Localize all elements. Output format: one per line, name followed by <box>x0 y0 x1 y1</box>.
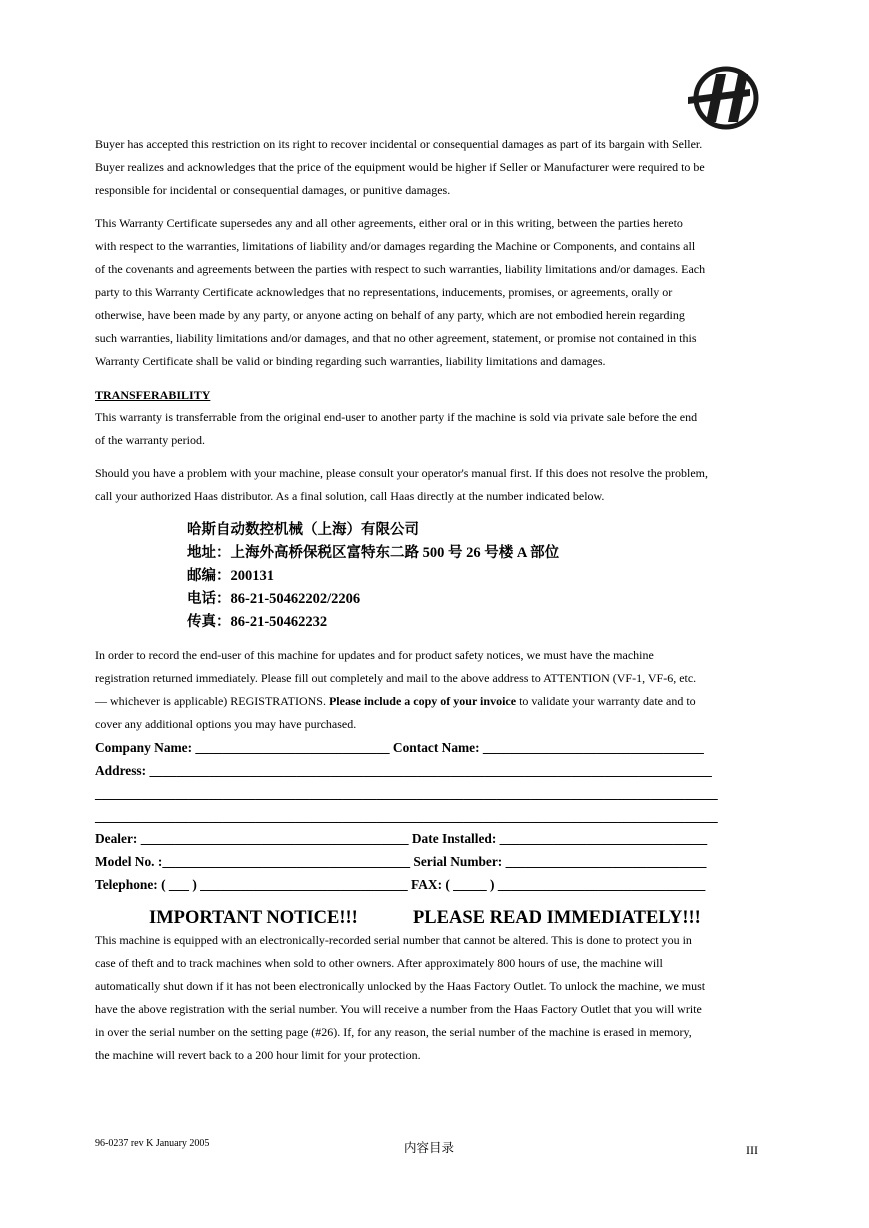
registration-text-1: In order to record the end-user of this machine for updates and for product safety notices, we must have the machine registration returned immediately. Please fill out completely and mail to the above address to ATTENTION (VF-1, VF-6, etc. — whichever is applicable) REGISTRATIONS. <box>95 648 697 708</box>
contact-company: 哈斯自动数控机械（上海）有限公司 <box>187 522 419 538</box>
form-address-line-3[interactable]: _____________________________________________________________________________________________ <box>95 809 718 824</box>
form-model-serial[interactable]: Model No. :_____________________________________ Serial Number: ______________________________ <box>95 854 707 869</box>
paragraph-registration <box>95 644 775 736</box>
notice-left: IMPORTANT NOTICE!!! <box>149 908 358 928</box>
heading-transferability: TRANSFERABILITY <box>95 388 211 402</box>
form-address-line-2[interactable]: _____________________________________________________________________________________________ <box>95 786 718 801</box>
footer-toc-link[interactable]: 内容目录 <box>404 1141 455 1155</box>
paragraph-damages: Buyer has accepted this restriction on its right to recover incidental or consequential damages as part of its bargain with Seller. Buyer realizes and acknowledges that the price of the equipment would be higher if Seller or Manufacturer were required to be responsible for incidental or consequential damages, or punitive damages. <box>95 137 705 197</box>
form-address[interactable]: Address: ____________________________________________________________________________________ <box>95 763 712 778</box>
contact-address: 地址：上海外高桥保税区富特东二路 500 号 26 号楼 A 部位 <box>187 545 560 561</box>
registration-invoice-note: Please include a copy of your invoice <box>328 694 517 708</box>
contact-fax: 传真：86-21-50462232 <box>187 614 328 630</box>
paragraph-problem: Should you have a problem with your machine, please consult your operator's manual first. If this does not resolve the problem, call your authorized Haas distributor. As a final solution, call Haas directly at the number indicated below. <box>95 466 709 503</box>
form-company-contact[interactable]: Company Name: _____________________________ Contact Name: _________________________________ <box>95 740 704 755</box>
footer-doc-rev: 96-0237 rev K January 2005 <box>95 1138 210 1149</box>
footer-page-number: III <box>746 1143 758 1157</box>
paragraph-transferability: This warranty is transferrable from the original end-user to another party if the machine is sold via private sale before the end of the warranty period. <box>95 410 698 447</box>
paragraph-serial-number: This machine is equipped with an electronically-recorded serial number that cannot be altered. This is done to protect you in case of theft and to track machines when sold to other owners. After approximately 800 hours of use, the machine will automatically shut down if it has not been electronically unlocked by the Haas Factory Outlet. To unlock the machine, we must have the above registration with the serial number. You will receive a number from the Haas Factory Outlet that you will write in over the serial number on the setting page (#26). If, for any reason, the serial number of the machine is erased in memory, the machine will revert back to a 200 hour limit for your protection. <box>95 933 706 1062</box>
haas-logo-icon <box>686 64 762 132</box>
form-dealer-date[interactable]: Dealer: ________________________________________ Date Installed: _______________________________ <box>95 831 708 846</box>
form-telephone-fax[interactable]: Telephone: ( ___ ) _______________________________ FAX: ( _____ ) _______________________________ <box>95 877 706 892</box>
contact-phone: 电话：86-21-50462202/2206 <box>187 591 361 607</box>
paragraph-supersedes: This Warranty Certificate supersedes any and all other agreements, either oral or in this writing, between the parties hereto with respect to the warranties, limitations of liability and/or damages regarding the Machine or Components, and contains all of the covenants and agreements between the parties with respect to such warranties, liability limitations and/or damages. Each party to this Warranty Certificate acknowledges that no representations, inducements, promises, or agreements, orally or otherwise, have been made by any party, or anyone acting on behalf of any party, which are not embodied herein regarding such warranties, liability limitations and/or damages, and that no other agreement, statement, or promise not contained in this Warranty Certificate shall be valid or binding regarding such warranties, liability limitations and damages. <box>95 216 706 368</box>
contact-postcode: 邮编：200131 <box>187 568 274 584</box>
notice-right: PLEASE READ IMMEDIATELY!!! <box>413 908 701 928</box>
registration-text-2: to validate your warranty date and to cover any additional options you may have purchased. <box>95 694 696 731</box>
